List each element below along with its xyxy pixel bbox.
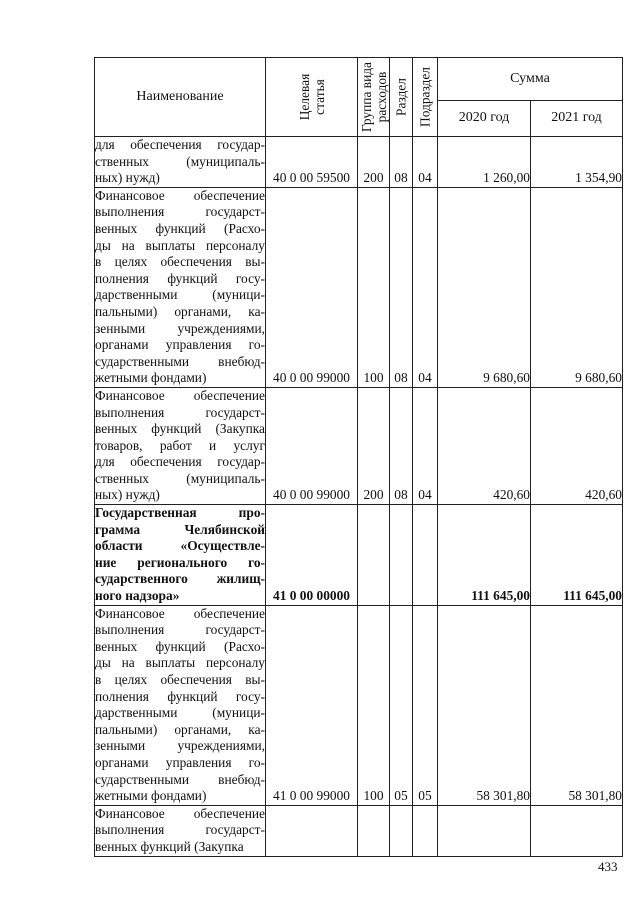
row-section: 05 [390, 605, 413, 805]
header-target-article: Целевая статья [266, 58, 358, 137]
row-name-line: выполнения государст- [95, 204, 265, 220]
row-sum-2021: 111 645,00 [531, 505, 623, 606]
row-name-line: Финансовое обеспечение [95, 387, 265, 403]
row-sum-2020: 111 645,00 [438, 505, 531, 606]
row-name [95, 805, 266, 856]
row-sum-2020: 58 301,80 [438, 605, 531, 805]
row-expense-group: 100 [358, 605, 390, 805]
header-subsection: Подраздел [413, 58, 438, 137]
row-name-line: Финансовое обеспечение [95, 187, 265, 203]
row-target-article: 41 0 00 99000 [266, 605, 358, 805]
table-row [95, 137, 623, 188]
row-name-line: венных функций (Закупка [95, 838, 244, 854]
row-subsection: 04 [413, 137, 438, 188]
row-expense-group [358, 505, 390, 606]
row-name-line: полнения функций госу- [95, 688, 265, 704]
row-sum-2020 [438, 805, 531, 856]
row-target-article: 40 0 00 99000 [266, 387, 358, 504]
row-name-line: области «Осуществле- [95, 538, 265, 554]
header-section: Раздел [390, 58, 413, 137]
table-row [95, 805, 623, 856]
row-name-line: пальными) органами, ка- [95, 303, 265, 319]
row-expense-group: 200 [358, 137, 390, 188]
row-target-article: 41 0 00 00000 [266, 505, 358, 606]
row-name-line: органами управления го- [95, 337, 265, 353]
row-section: 08 [390, 187, 413, 387]
row-name-line: выполнения государст- [95, 404, 265, 420]
row-sum-2021: 9 680,60 [531, 187, 623, 387]
row-name [95, 137, 266, 188]
row-name-line: ственных (муниципаль- [95, 153, 265, 169]
row-name-line: ды на выплаты персоналу [95, 237, 265, 253]
row-name-line: выполнения государст- [95, 622, 265, 638]
header-year-2020: 2020 год [438, 101, 531, 137]
table-row [95, 605, 623, 805]
row-section [390, 805, 413, 856]
row-target-article: 40 0 00 59500 [266, 137, 358, 188]
row-sum-2021: 58 301,80 [531, 605, 623, 805]
row-name-line: ственных (муниципаль- [95, 470, 265, 486]
row-name-line: товаров, работ и услуг [95, 437, 265, 453]
row-name [95, 387, 266, 504]
row-name-line: для обеспечения государ- [95, 137, 265, 152]
row-name-line: в целях обеспечения вы- [95, 254, 265, 270]
row-name-line: венных функций (Расхо- [95, 220, 265, 236]
row-name-line: органами управления го- [95, 754, 265, 770]
row-sum-2020: 420,60 [438, 387, 531, 504]
row-target-article: 40 0 00 99000 [266, 187, 358, 387]
row-name-line: Финансовое обеспечение [95, 605, 265, 621]
row-name-line: ных) нужд) [95, 170, 160, 186]
row-section [390, 505, 413, 606]
row-sum-2021: 1 354,90 [531, 137, 623, 188]
row-name-line: пальными) органами, ка- [95, 721, 265, 737]
row-name-line: Финансовое обеспечение [95, 805, 265, 821]
row-name-line: ние регионального го- [95, 554, 265, 570]
row-subsection: 04 [413, 187, 438, 387]
row-name-line: Государственная про- [95, 505, 265, 521]
header-sum: Сумма [438, 58, 623, 101]
budget-table [94, 57, 623, 857]
row-name-line: ды на выплаты персоналу [95, 655, 265, 671]
row-name-line: сударственными внебюд- [95, 353, 265, 369]
row-sum-2020: 9 680,60 [438, 187, 531, 387]
header-year-2021: 2021 год [531, 101, 623, 137]
row-subsection [413, 505, 438, 606]
row-name-line: венных функций (Закупка [95, 421, 265, 437]
page-number: 433 [598, 859, 618, 874]
row-name-line: грамма Челябинской [95, 521, 265, 537]
row-name-line: ных) нужд) [95, 487, 160, 503]
table-row [95, 387, 623, 504]
header-name: Наименование [95, 58, 266, 137]
row-sum-2021 [531, 805, 623, 856]
row-name-line: сударственного жилищ- [95, 571, 265, 587]
row-sum-2020: 1 260,00 [438, 137, 531, 188]
header-expense-group: Группа вида расходов [358, 58, 390, 137]
row-name-line: полнения функций госу- [95, 270, 265, 286]
row-name-line: зенными учреждениями, [95, 320, 265, 336]
row-name [95, 605, 266, 805]
row-name-line: для обеспечения государ- [95, 454, 265, 470]
row-section: 08 [390, 387, 413, 504]
row-subsection: 04 [413, 387, 438, 504]
row-section: 08 [390, 137, 413, 188]
row-subsection: 05 [413, 605, 438, 805]
row-name [95, 505, 266, 606]
row-name-line: дарственными (муници- [95, 705, 265, 721]
table-row [95, 505, 623, 606]
row-name-line: выполнения государст- [95, 822, 265, 838]
row-name-line: жетными фондами) [95, 788, 207, 804]
row-name-line: ного надзора» [95, 588, 180, 604]
row-expense-group: 200 [358, 387, 390, 504]
row-name-line: зенными учреждениями, [95, 738, 265, 754]
row-expense-group [358, 805, 390, 856]
row-name [95, 187, 266, 387]
row-name-line: жетными фондами) [95, 370, 207, 386]
row-name-line: венных функций (Расхо- [95, 638, 265, 654]
row-expense-group: 100 [358, 187, 390, 387]
row-subsection [413, 805, 438, 856]
table-row [95, 187, 623, 387]
row-sum-2021: 420,60 [531, 387, 623, 504]
row-name-line: дарственными (муници- [95, 287, 265, 303]
row-target-article [266, 805, 358, 856]
row-name-line: сударственными внебюд- [95, 771, 265, 787]
row-name-line: в целях обеспечения вы- [95, 672, 265, 687]
